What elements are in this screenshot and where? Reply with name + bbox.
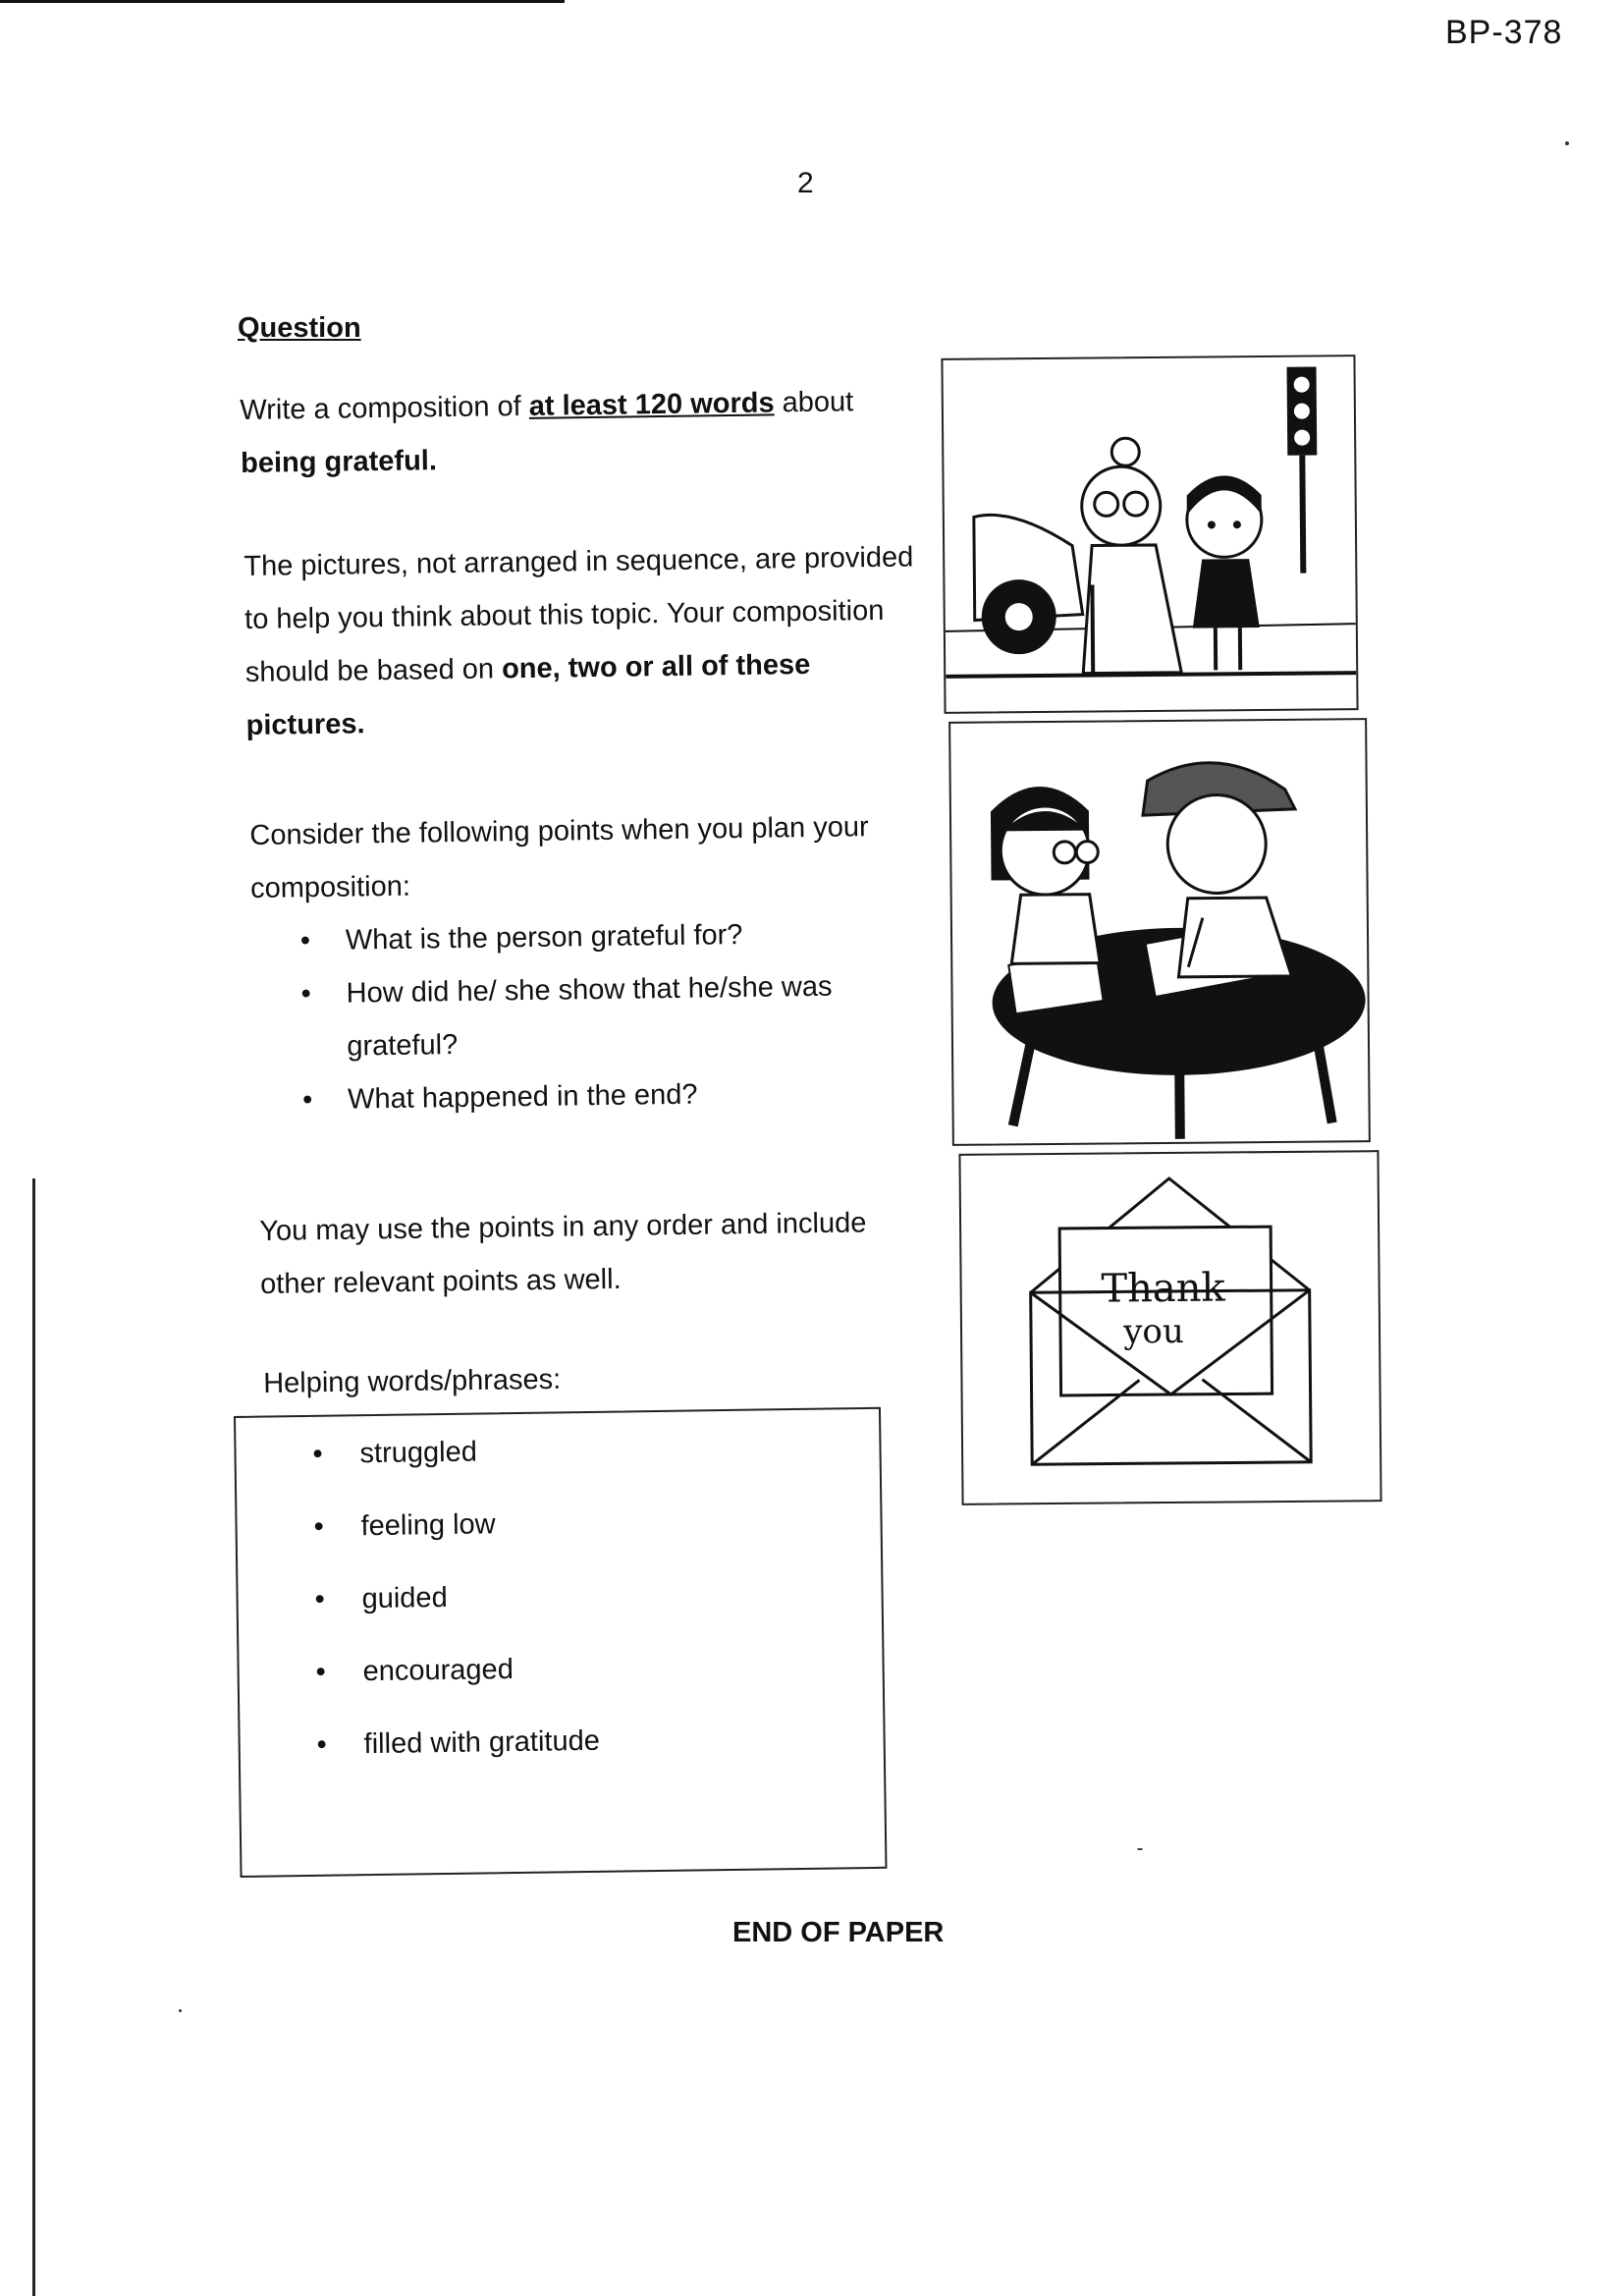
document-code: BP-378 xyxy=(1445,14,1563,51)
list-item: • How did he/ she show that he/she was grateful? xyxy=(346,959,896,1073)
list-item: • feeling low xyxy=(237,1507,597,1585)
question-intro xyxy=(240,374,928,490)
helping-words-box xyxy=(234,1407,887,1878)
composition-topic: being grateful. xyxy=(240,445,438,479)
scan-speck xyxy=(1565,141,1569,145)
points-list xyxy=(251,905,942,1127)
thank-you-card-envelope-picture xyxy=(958,1150,1381,1505)
word-count-emphasis: at least 120 words xyxy=(528,387,775,422)
consider-text: Consider the following points when you plan your composition: xyxy=(249,811,869,904)
question-title: Question xyxy=(238,312,361,344)
order-note: You may use the points in any order and include other relevant points as well. xyxy=(259,1207,867,1300)
card-text-you: you xyxy=(1123,1311,1184,1352)
pictures-instruction xyxy=(244,530,934,752)
card-text-thank: Thank xyxy=(1101,1265,1225,1312)
list-item: • What is the person grateful for? xyxy=(345,905,939,966)
helping-words-title: Helping words/phrases: xyxy=(263,1363,562,1399)
scan-speck xyxy=(179,2009,182,2012)
planning-points xyxy=(249,799,941,1127)
intro-suffix: about xyxy=(774,386,854,419)
list-item: • filled with gratitude xyxy=(240,1725,600,1803)
list-item: • encouraged xyxy=(239,1653,599,1730)
children-studying-at-table-picture xyxy=(948,718,1371,1146)
page-number: 2 xyxy=(797,167,814,199)
scan-speck xyxy=(1137,1848,1143,1850)
intro-prefix: Write a composition of xyxy=(240,390,529,426)
list-item: • struggled xyxy=(236,1435,596,1512)
pictures-emphasis: one, two or all of these pictures. xyxy=(245,648,811,741)
list-item: • guided xyxy=(238,1580,598,1658)
list-item: • What happened in the end? xyxy=(348,1065,942,1125)
scan-edge-left xyxy=(32,1178,35,2296)
end-of-paper: END OF PAPER xyxy=(732,1917,945,1948)
helping-words-list xyxy=(236,1435,600,1803)
pictures-text: The pictures, not arranged in sequence, are provided to help you think about this topic. Your composition should be based on xyxy=(244,541,914,688)
scan-edge-top xyxy=(0,0,565,3)
old-woman-and-girl-crossing-road-picture xyxy=(941,355,1358,714)
